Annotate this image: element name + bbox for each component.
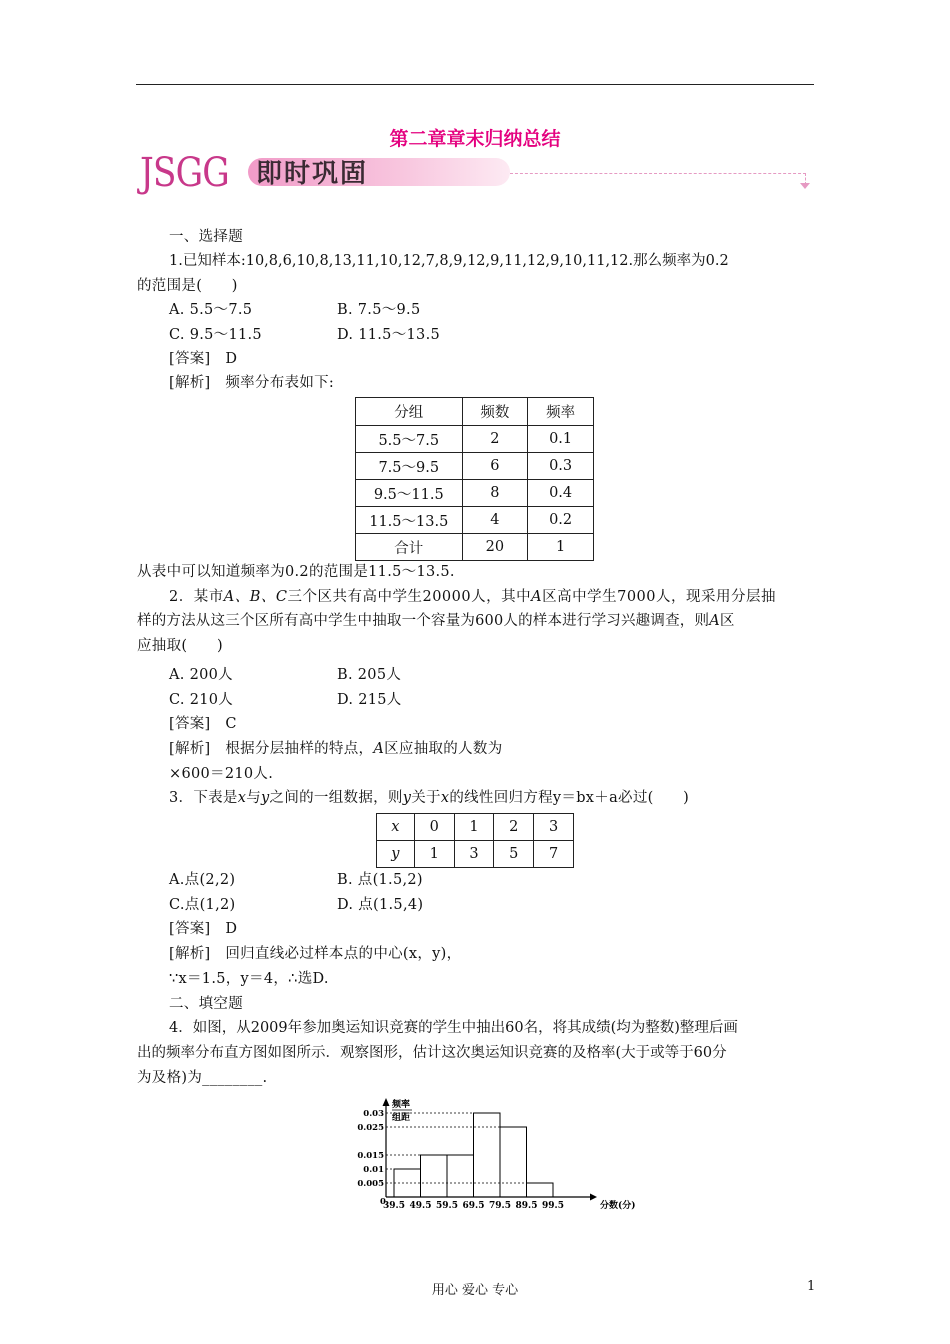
histogram-bar [527,1183,554,1197]
q3-conclusion: ∵x＝1.5，y＝4，∴选D. [169,971,329,987]
page-footer: 用心 爱心 专心 [431,1283,519,1298]
x-tick-labels [383,1201,564,1211]
y-tick-label: 0.005 [357,1179,384,1189]
q1-option-b: B. 7.5～9.5 [337,302,421,318]
q2-answer: [答案] C [169,716,237,732]
table-cell: 2 [462,426,528,453]
table-cell: 0.3 [528,453,594,480]
table-row [356,426,594,453]
x-tick-label: 39.5 [383,1201,405,1211]
chart-gridlines [386,1113,527,1183]
x-tick-label: 49.5 [409,1201,432,1211]
q2-line3: 应抽取( ) [137,638,223,654]
table-cell: 0.2 [528,507,594,534]
table-cell: 7 [534,841,574,868]
table-header: 频率 [528,398,594,426]
table-cell: 1 [454,814,494,841]
section-banner [140,148,820,196]
q2-option-c: C. 210人 [169,692,234,708]
table-cell: y [377,841,415,868]
q1-conclusion: 从表中可以知道频率为0.2的范围是11.5～13.5. [137,564,455,580]
q4-line1: 4．如图，从2009年参加奥运知识竞赛的学生中抽出60名，将其成绩(均为整数)整理后画 [169,1020,738,1036]
table-cell: 3 [454,841,494,868]
x-axis-label: 分数(分) [600,1201,636,1211]
table-row [356,507,594,534]
xy-table [376,813,574,868]
table-cell: 11.5～13.5 [356,507,463,534]
arrow-down-icon [800,183,810,189]
x-tick-label: 69.5 [462,1201,485,1211]
q2-calc: ×600＝210人. [169,766,274,782]
y-tick-label: 0.015 [357,1151,384,1161]
table-cell: 0.4 [528,480,594,507]
x-tick-label: 89.5 [515,1201,538,1211]
table-cell: 1 [528,534,594,561]
frequency-table [355,397,594,561]
q4-line3: 为及格)为________. [137,1070,268,1086]
q3-option-c: C.点(1,2) [169,897,236,913]
table-cell: 5.5～7.5 [356,426,463,453]
q1-analysis: [解析] 频率分布表如下: [169,375,335,391]
chart-bars [394,1113,553,1197]
histogram-bar [474,1113,501,1197]
table-row [356,453,594,480]
histogram-bar [447,1155,474,1197]
q2-analysis: [解析] 根据分层抽样的特点，A区应抽取的人数为 [169,741,503,757]
table-cell: 5 [494,841,534,868]
x-axis-arrow-icon [590,1194,597,1201]
table-header: 频数 [462,398,528,426]
q1-line2: 的范围是( ) [137,278,238,294]
q2-line1: 2．某市A、B、C三个区共有高中学生20000人，其中A区高中学生7000人，现采用分层抽 [169,589,776,605]
histogram-bar [500,1127,527,1197]
table-row [377,841,574,868]
q3-option-d: D. 点(1.5,4) [337,897,424,913]
y-axis-label-top: 频率 [392,1100,411,1110]
table-cell: x [377,814,415,841]
table-cell: 3 [534,814,574,841]
page-title: 第二章章末归纳总结 [389,128,561,150]
table-cell: 7.5～9.5 [356,453,463,480]
table-header-row [356,398,594,426]
q4-line2: 出的频率分布直方图如图所示．观察图形，估计这次奥运知识竞赛的及格率(大于或等于60分 [137,1045,727,1061]
q1-option-a: A. 5.5～7.5 [169,302,253,318]
q2-line2: 样的方法从这三个区所有高中学生中抽取一个容量为600人的样本进行学习兴趣调查，则A区 [137,613,735,629]
table-cell: 4 [462,507,528,534]
table-cell: 8 [462,480,528,507]
y-tick-label: 0.025 [357,1123,384,1133]
section-heading: 二、填空题 [169,996,243,1012]
q1-option-c: C. 9.5～11.5 [169,327,262,343]
x-tick-label: 59.5 [436,1201,458,1211]
page-number: 1 [807,1279,816,1294]
banner-dashed-line [510,173,806,174]
q2-option-a: A. 200人 [169,667,233,683]
y-tick-label: 0.03 [363,1109,384,1119]
q3-option-a: A.点(2,2) [169,872,236,888]
origin-label: 0 [380,1197,386,1207]
y-axis-arrow-icon [383,1098,390,1106]
q3-option-b: B. 点(1.5,2) [337,872,423,888]
banner-label: 即时巩固 [256,159,369,189]
y-axis-label-bottom: 组距 [392,1113,411,1123]
q3-answer: [答案] D [169,921,238,937]
q3-stem: 3．下表是x与y之间的一组数据，则y关于x的线性回归方程y＝bx＋a必过( ) [169,790,690,806]
q1-line1: 1.已知样本:10,8,6,10,8,13,11,10,12,7,8,9,12,9,11,12,9,10,11,12.那么频率为0.2 [169,253,729,269]
table-row [356,480,594,507]
x-tick-label: 99.5 [542,1201,564,1211]
header-rule [136,84,814,85]
y-tick-labels [357,1109,384,1189]
q1-option-d: D. 11.5～13.5 [337,327,440,343]
q2-option-d: D. 215人 [337,692,402,708]
table-row [356,534,594,561]
table-cell: 0 [414,814,454,841]
table-cell: 合计 [356,534,463,561]
table-row [377,814,574,841]
q1-answer: [答案] D [169,351,238,367]
table-cell: 1 [414,841,454,868]
banner-logo: JSGG [140,150,229,196]
q3-analysis: [解析] 回归直线必过样本点的中心(x，y)， [169,946,462,962]
histogram-bar [421,1155,448,1197]
table-header: 分组 [356,398,463,426]
x-tick-label: 79.5 [489,1201,511,1211]
frequency-histogram [350,1094,640,1216]
table-cell: 9.5～11.5 [356,480,463,507]
table-cell: 2 [494,814,534,841]
table-cell: 6 [462,453,528,480]
y-tick-label: 0.01 [363,1165,384,1175]
table-cell: 20 [462,534,528,561]
table-cell: 0.1 [528,426,594,453]
q2-option-b: B. 205人 [337,667,402,683]
section-heading: 一、选择题 [169,229,243,245]
